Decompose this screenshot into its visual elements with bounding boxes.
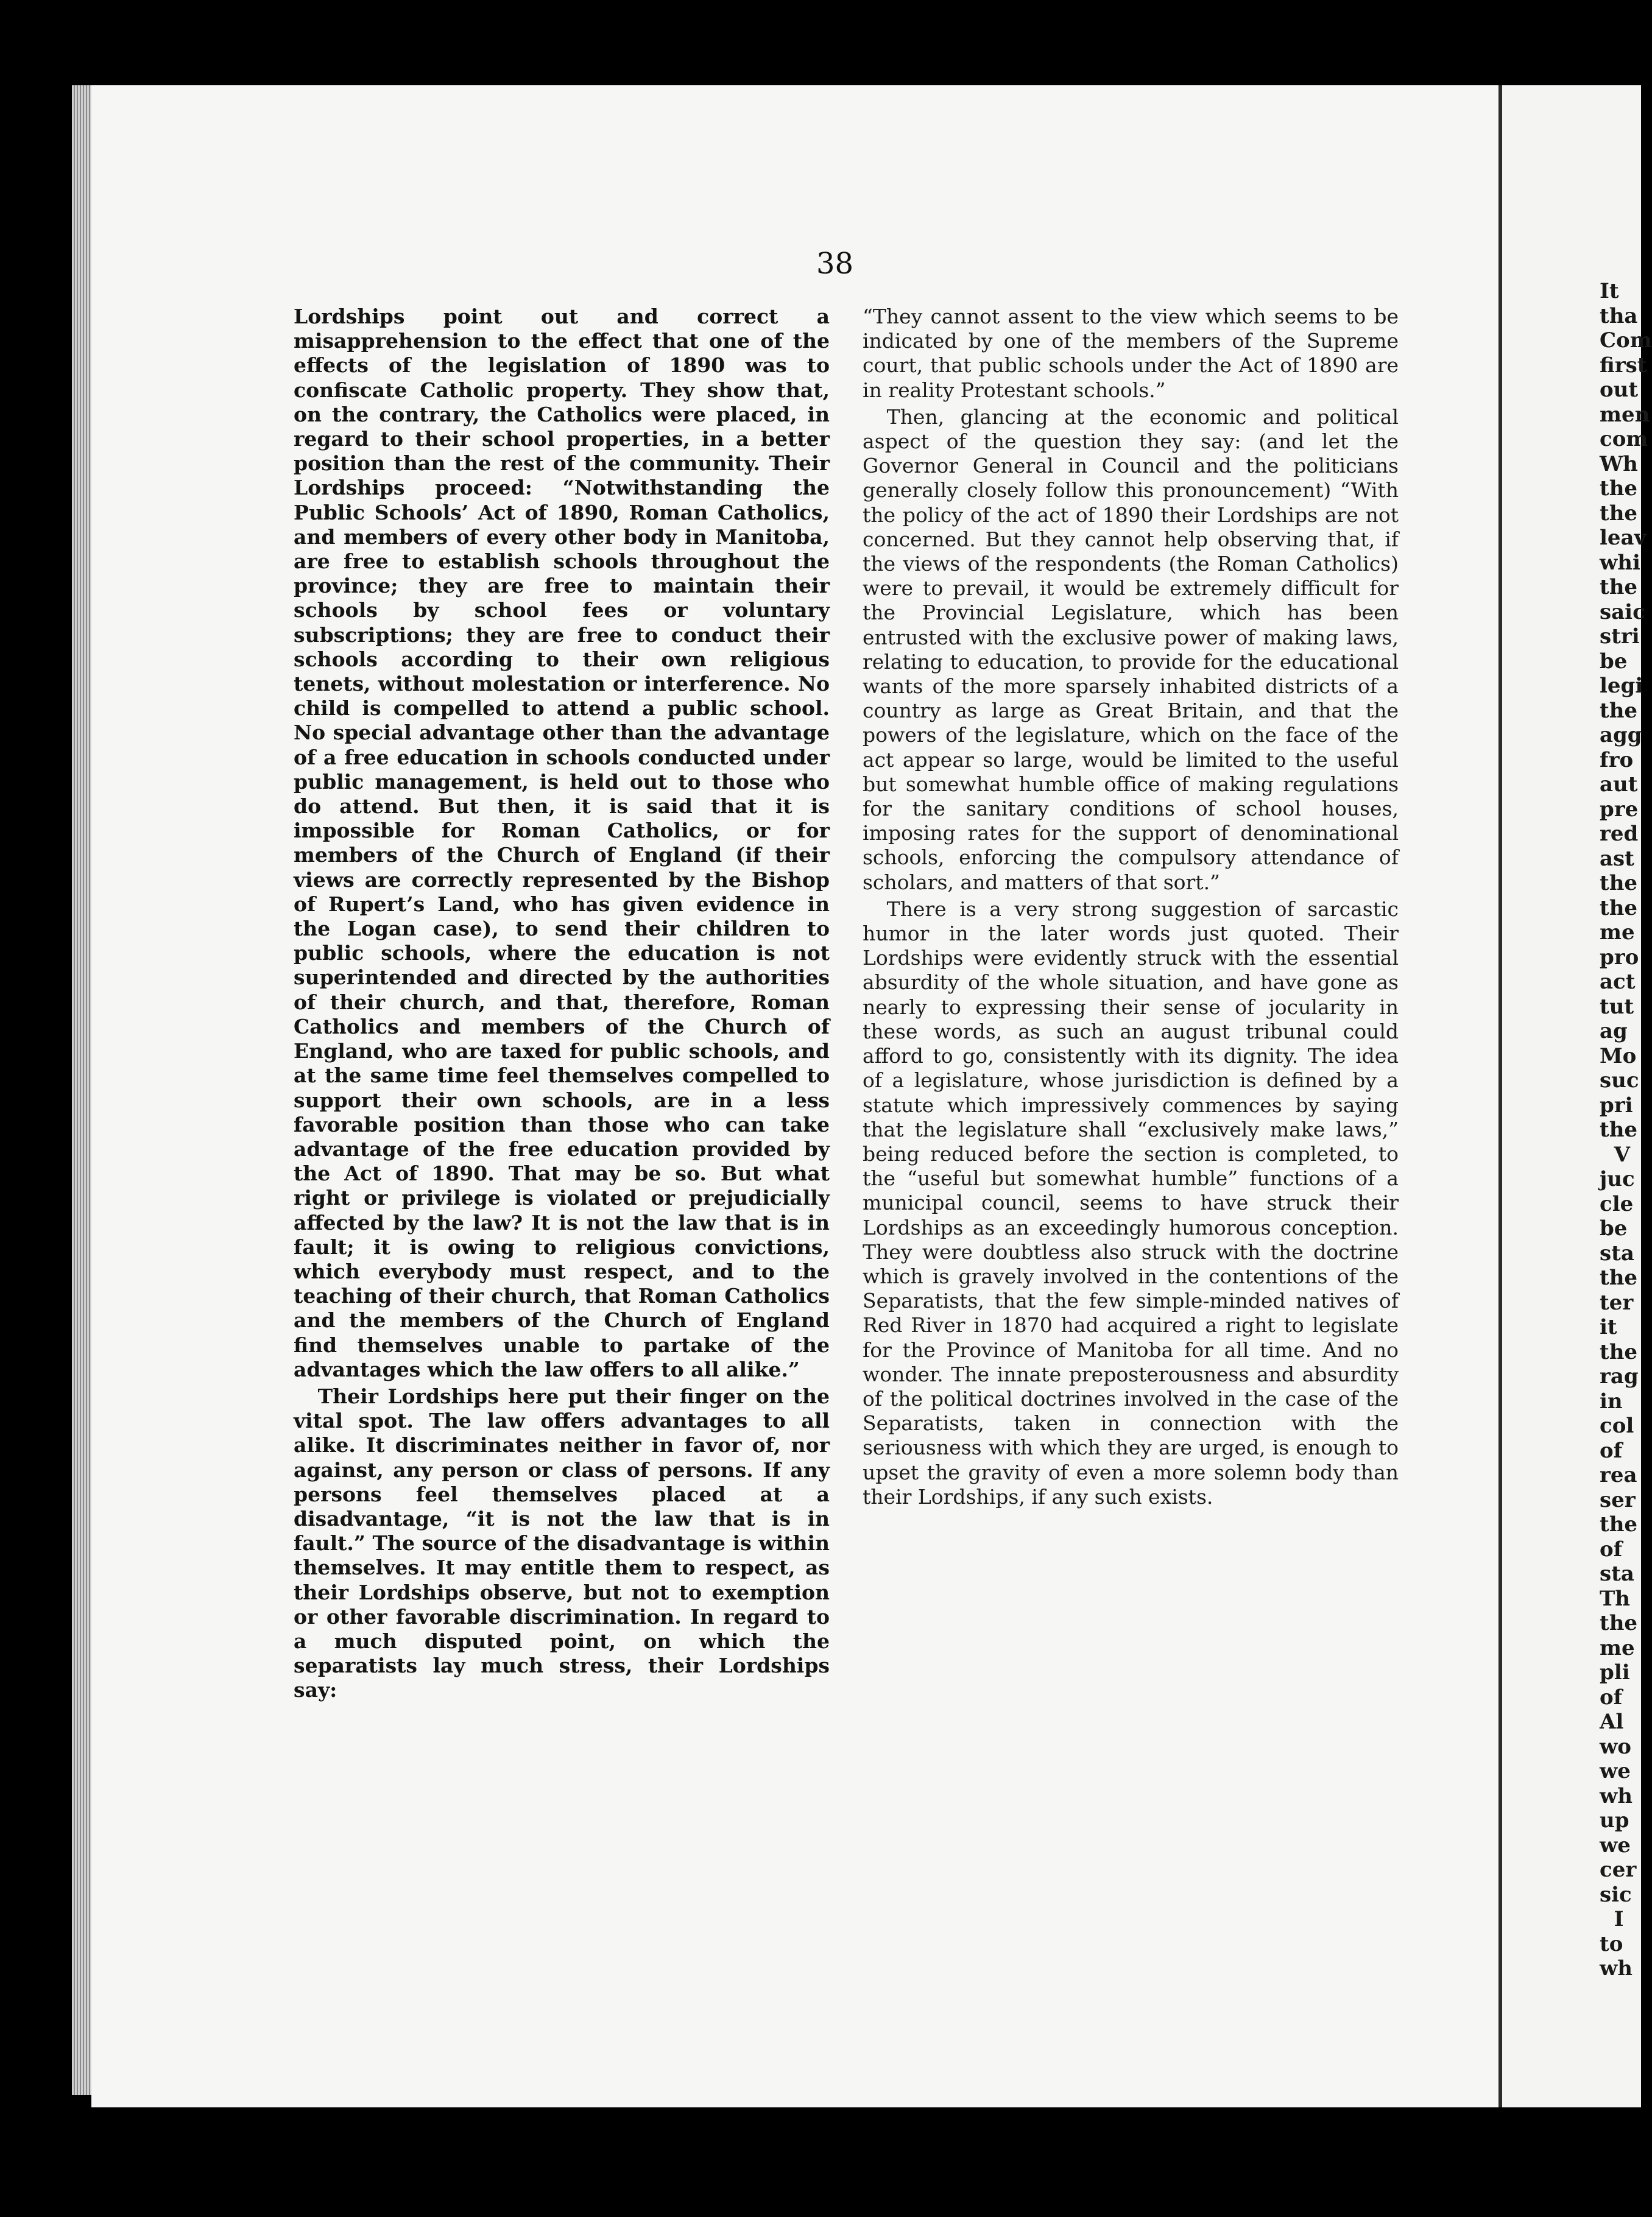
paragraph: Lordships point out and correct a misapprehension to the effect that one of the effects of the legislation of 1890 was to confiscate Catholic property. They show that, on the contrary, the Catholics were placed, in regard to their school properties, in a better position than the rest of the community. Their Lordships proceed: “Notwithstanding the Public Schools’ Act of 1890, Roman Catholics, and members of every other body in Manitoba, are free to establish schools throughout the province; they are free to maintain their schools by school fees or voluntary subscriptions; they are free to conduct their schools according to their own religious tenets, without molestation or interference. No child is compelled to attend a public school. No special advantage other than the advantage of a free education in schools conducted under public management, is held out to those who do attend. But then, it is said that it is impossible for Roman Catholics, or for members of the Church of England (if their views are correctly represented by the Bishop of Rupert’s Land, who has given evidence in the Logan case), to send their children to public schools, where the education is not superintended and directed by the authorities of their church, and that, therefore, Roman Catholics and members of the Church of England, who are taxed for public schools, and at the same time feel themselves compelled to support their own schools, are in a less favorable position than those who can take advantage of the free education provided by the Act of 1890. That may be so. But what right or privilege is violated or prejudicially affected by the law? It is not the law that is in fault; it is owing to religious convictions, which everybody must respect, and to the teaching of their church, that Roman Catholics and the members of the Church of England find themselves unable to partake of the advantages which the law offers to all alike.” [294, 305, 830, 1381]
paragraph: There is a very strong suggestion of sarcastic humor in the later words just quoted. Their Lordships were evidently struck with the essential absurdity of the whole situation, and have gone as nearly to expressing their sense of jocularity in these words, as such an august tribunal could afford to go, consistently with its dignity. The idea of a legislature, whose jurisdiction is defined by a statute which impressively commences by saying that the legislature shall “exclusively make laws,” being reduced before the section is completed, to the “useful but somewhat humble” functions of a municipal council, seems to have struck their Lordships as an exceedingly humorous conception. They were doubtless also struck with the doctrine which is gravely involved in the contentions of the Separatists, that the few simple-minded natives of Red River in 1870 had acquired a right to legislate for the Province of Manitoba for all time. And no wonder. The innate preposterousness and absurdity of the political doctrines involved in the case of the Separatists, taken in connection with the seriousness with which they are urged, is enough to upset the gravity of even a more solemn body than their Lordships, if any such exists. [863, 897, 1399, 1509]
facing-page-text: It tha Com first out men com Wh the the leav whi the saic stri be legi the agg fro aut pre red ast the the me pro act tut ag Mo suc pri the V juc cle be sta the ter it the rag in col of rea ser the of sta Th the me pli of Al wo we wh up we cer sic I to wh [1600, 279, 1652, 1981]
paragraph: “They cannot assent to the view which seems to be indicated by one of the members of the Supreme court, that public schools under the Act of 1890 are in reality Protestant schools.” [863, 305, 1399, 402]
paragraph: Their Lordships here put their finger on the vital spot. The law offers advantages to all alike. It discriminates neither in favor of, nor against, any person or class of persons. If any persons feel themselves placed at a disadvantage, “it is not the law that is in fault.” The source of the disadvantage is within themselves. It may entitle them to respect, as their Lordships observe, but not to exemption or other favorable discrimination. In regard to a much disputed point, on which the separatists lay much stress, their Lordships say: [294, 1384, 830, 1702]
paragraph: Then, glancing at the economic and political aspect of the question they say: (and let the Governor General in Council and the politicians generally closely follow this pronouncement) “With the policy of the act of 1890 their Lordships are not concerned. But they cannot help observing that, if the views of the respondents (the Roman Catholics) were to prevail, it would be extremely difficult for the Provincial Legislature, which has been entrusted with the exclusive power of making laws, relating to education, to provide for the educational wants of the more sparsely inhabited districts of a country as large as Great Britain, and that the powers of the legislature, which on the face of the act appear so large, would be limited to the useful but somewhat humble office of making regulations for the sanitary conditions of school houses, imposing rates for the support of denominational schools, enforcing the compulsory attendance of scholars, and matters of that sort.” [863, 404, 1399, 894]
facing-page [1498, 85, 1652, 2107]
right-column [863, 305, 1399, 1512]
left-column [294, 305, 830, 1705]
page-number: 38 [816, 247, 854, 281]
